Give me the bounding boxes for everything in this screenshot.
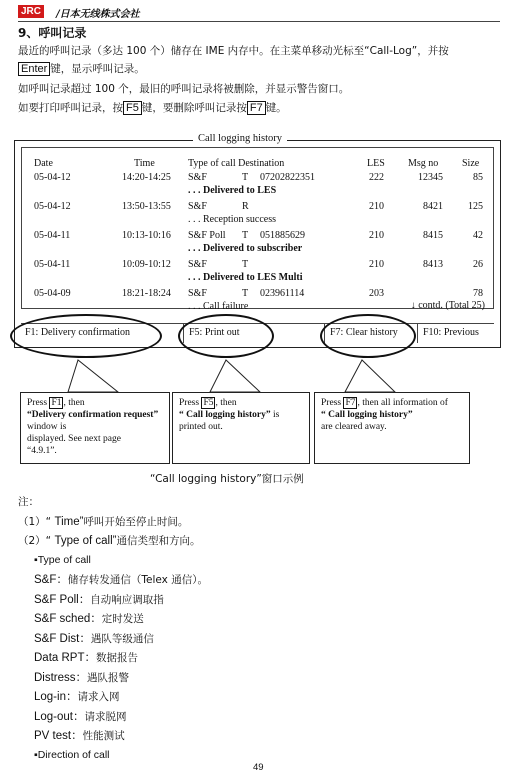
paragraph-1: 最近的呼叫记录（多达 100 个）储存在 IME 内存中。在主菜单移动光标至“Call-Log”，并按 bbox=[18, 45, 449, 57]
cell-status: . . . Delivered to subscriber bbox=[188, 243, 303, 254]
col-msgno: Msg no bbox=[408, 158, 439, 169]
f10-previous[interactable]: F10: Previous bbox=[423, 327, 479, 338]
cell-date: 05-04-11 bbox=[34, 259, 71, 270]
cell-destination: 051885629 bbox=[260, 230, 305, 241]
cell-size: 26 bbox=[473, 259, 483, 270]
cell-msgno: 8415 bbox=[423, 230, 443, 241]
cell-direction: T bbox=[242, 230, 249, 241]
cell-msgno: 8413 bbox=[423, 259, 443, 270]
call-type-item: PV test：性能测试 bbox=[34, 730, 125, 742]
cell-type: S&F bbox=[188, 172, 207, 183]
call-type-item: Data RPT：数据报告 bbox=[34, 652, 138, 664]
cell-msgno: 8421 bbox=[423, 201, 443, 212]
enter-key: Enter bbox=[18, 62, 50, 76]
f5-key-callout: F5 bbox=[203, 398, 214, 408]
cell-date: 05-04-12 bbox=[34, 201, 71, 212]
cell-status: . . . Delivered to LES bbox=[188, 185, 277, 196]
cell-size: 42 bbox=[473, 230, 483, 241]
figure-caption: “Call logging history”窗口示例 bbox=[150, 473, 304, 485]
cell-size: 85 bbox=[473, 172, 483, 183]
jrc-logo: JRC bbox=[18, 5, 44, 18]
cell-time: 14:20-14:25 bbox=[122, 172, 171, 183]
callout-pointer-f5 bbox=[210, 360, 260, 392]
call-type-item: Log-in：请求入网 bbox=[34, 691, 120, 703]
call-type-item: S&F：储存转发通信（Telex 通信）。 bbox=[34, 574, 208, 586]
callout-f5: Press F5 , then “ Call logging history” is printed out. bbox=[172, 392, 310, 464]
f7-clear-history[interactable]: F7: Clear history bbox=[330, 327, 398, 338]
call-type-item: Distress：遇队报警 bbox=[34, 671, 130, 684]
f5-key: F5 bbox=[123, 101, 142, 115]
col-type: Type of call Destination bbox=[188, 158, 285, 169]
bullet-direction-of-call: ▪Direction of call bbox=[34, 749, 110, 761]
cell-direction: T bbox=[242, 288, 249, 299]
cell-type: S&F bbox=[188, 201, 207, 212]
note-1: （1）“ Time”呼叫开始至停止时间。 bbox=[18, 516, 189, 528]
cell-les: 210 bbox=[369, 259, 384, 270]
call-type-item: Log-out：请求脱网 bbox=[34, 710, 127, 723]
cell-date: 05-04-12 bbox=[34, 172, 71, 183]
f7-key: F7 bbox=[247, 101, 266, 115]
f1-key: F1 bbox=[51, 398, 62, 408]
paragraph-2: 如呼叫记录超过 100 个，最旧的呼叫记录将被删除，并显示警告窗口。 bbox=[18, 83, 350, 95]
cell-direction: R bbox=[242, 201, 249, 212]
cell-size: 78 bbox=[473, 288, 483, 299]
call-type-item: S&F sched：定时发送 bbox=[34, 613, 144, 625]
contd-total: ↓ contd. (Total 25) bbox=[410, 300, 485, 311]
cell-les: 210 bbox=[369, 230, 384, 241]
cell-time: 10:13-10:16 bbox=[122, 230, 171, 241]
f7-key-callout: F7 bbox=[345, 398, 356, 408]
callout-f7: Press F7 , then all information of “ Call logging history” are cleared away. bbox=[314, 392, 470, 464]
call-type-item: S&F Poll：自动响应调取指 bbox=[34, 593, 164, 606]
cell-les: 222 bbox=[369, 172, 384, 183]
callout-pointer-f7 bbox=[345, 360, 395, 392]
cell-destination: 07202822351 bbox=[260, 172, 315, 183]
notes-heading: 注： bbox=[18, 496, 39, 508]
cell-size: 125 bbox=[468, 201, 483, 212]
cell-status: . . . Delivered to LES Multi bbox=[188, 272, 303, 283]
bullet-type-of-call: ▪Type of call bbox=[34, 554, 91, 566]
cell-date: 05-04-09 bbox=[34, 288, 71, 299]
section-title: 9、呼叫记录 bbox=[18, 26, 87, 40]
page-number: 49 bbox=[253, 762, 264, 773]
cell-time: 18:21-18:24 bbox=[122, 288, 171, 299]
company-name: /日本无线株式会社 bbox=[56, 9, 140, 20]
window-title: Call logging history bbox=[193, 133, 287, 144]
cell-time: 13:50-13:55 bbox=[122, 201, 171, 212]
cell-direction: T bbox=[242, 172, 249, 183]
cell-les: 203 bbox=[369, 288, 384, 299]
f1-delivery-confirmation[interactable]: F1: Delivery confirmation bbox=[25, 327, 130, 338]
paragraph-1-cont: Enter 键，显示呼叫记录。 bbox=[18, 62, 145, 76]
col-size: Size bbox=[462, 158, 480, 169]
cell-date: 05-04-11 bbox=[34, 230, 71, 241]
f5-print-out[interactable]: F5: Print out bbox=[189, 327, 240, 338]
col-date: Date bbox=[34, 158, 53, 169]
cell-status: . . . Call failure bbox=[188, 301, 249, 312]
col-time: Time bbox=[134, 158, 155, 169]
col-les: LES bbox=[367, 158, 385, 169]
callout-f1: Press F1 , then “Delivery confirmation request” window is displayed. See next page “4.9.1”. bbox=[20, 392, 170, 464]
callout-pointer-f1 bbox=[68, 360, 118, 392]
cell-type: S&F Poll bbox=[188, 230, 226, 241]
cell-type: S&F bbox=[188, 288, 207, 299]
cell-status: . . . Reception success bbox=[188, 214, 277, 225]
cell-direction: T bbox=[242, 259, 249, 270]
cell-msgno: 12345 bbox=[418, 172, 443, 183]
cell-destination: 023961114 bbox=[260, 288, 305, 299]
cell-type: S&F bbox=[188, 259, 207, 270]
call-type-item: S&F Dist：遇队等级通信 bbox=[34, 632, 154, 645]
note-2: （2）“ Type of call”通信类型和方向。 bbox=[18, 535, 201, 547]
cell-les: 210 bbox=[369, 201, 384, 212]
paragraph-3: 如要打印呼叫记录，按 F5 键，要删除呼叫记录按 F7 键。 bbox=[18, 102, 287, 114]
cell-time: 10:09-10:12 bbox=[122, 259, 171, 270]
